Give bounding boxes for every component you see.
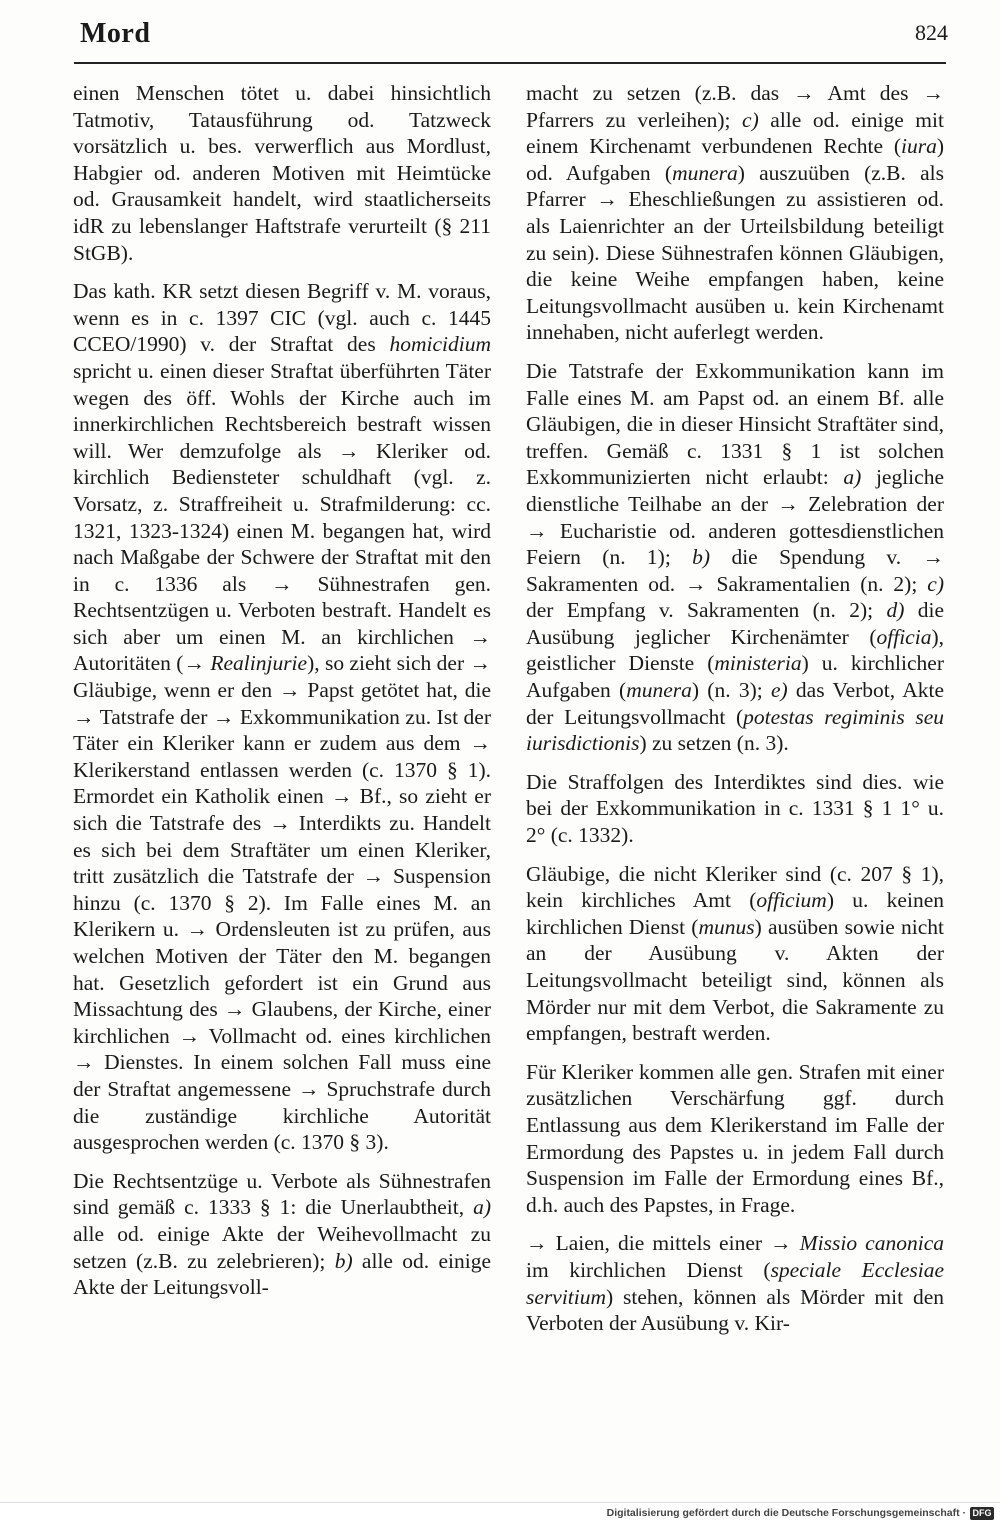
paragraph: [526, 358, 944, 757]
right-column: [526, 80, 944, 1349]
italic-term: officia: [876, 624, 932, 649]
left-column: [73, 80, 491, 1313]
italic-term: b): [692, 545, 711, 570]
italic-term: b): [334, 1248, 353, 1273]
italic-term: a): [843, 465, 862, 490]
paragraph: [526, 1059, 944, 1219]
text-run: alle od. einige Akte der Leitungsvoll-: [73, 1248, 491, 1300]
entry-title: Mord: [80, 18, 151, 49]
italic-term: officium: [756, 888, 827, 913]
text-run: ), geistlicher Dienste (: [526, 624, 944, 676]
text-run: ) (n. 3);: [691, 678, 771, 703]
text-run: Für Kleriker kommen alle gen. Strafen mit einer zusätzlichen Verschärfung ggf. durch Entlassung aus dem Klerikerstand im Falle der Ermordung des Papstes u. in jedem Fall durch Suspension im Falle der Ermordung eines Bf., d.h. auch des Papstes, in Frage.: [526, 1059, 944, 1217]
text-run: Das kath. KR setzt diesen Begriff v. M. voraus, wenn es in c. 1397 CIC (vgl. auch c. 1445 CCEO/1990) v. der Straftat des: [73, 279, 491, 357]
italic-term: speciale Ecclesiae servitium: [526, 1257, 944, 1309]
header-divider: [74, 62, 946, 64]
italic-term: c): [927, 571, 944, 596]
paragraph: [73, 80, 491, 266]
italic-term: iura: [900, 134, 937, 159]
text-run: → Laien, die mittels einer →: [526, 1231, 800, 1256]
text-run: ) zu setzen (n. 3).: [639, 731, 789, 756]
italic-term: potestas regiminis seu iurisdictionis: [526, 704, 944, 756]
paragraph: [73, 278, 491, 1156]
footer: [0, 1502, 1000, 1525]
italic-term: homicidium: [389, 332, 491, 357]
footer-credit: Digitalisierung gefördert durch die Deutsche Forschungsgemeinschaft ·: [606, 1507, 966, 1519]
text-run: ), so zieht sich der → Gläubige, wenn er den → Papst getötet hat, die → Tatstrafe der → Exkommunikation zu. Ist der Täter ein Kleriker kann er zudem aus dem → Klerikerstand entlassen werden (c. 1370 § 1). Ermordet ein Katholik einen → Bf., so zieht er sich die Tatstrafe des → Interdikts zu. Handelt es sich bei dem Straftäter um einen Kleriker, tritt zusätzlich die Tatstrafe der → Suspension hinzu (c. 1370 § 2). Im Falle eines M. an Klerikern u. → Ordensleuten ist zu prüfen, aus welchen Motiven der Täter den M. begangen hat. Gesetzlich gefordert ist ein Grund aus Missachtung des → Glaubens, der Kirche, einer kirchlichen → Vollmacht od. eines kirchlichen → Dienstes. In einem solchen Fall muss eine der Straftat angemessene → Spruchstrafe durch die zuständige kirchliche Autorität ausgesprochen werden (c. 1370 § 3).: [73, 651, 491, 1155]
text-run: ) u. kirchlicher Aufgaben (: [526, 651, 944, 703]
text-run: alle od. einige mit einem Kirchenamt verbundenen Rechte (: [526, 107, 944, 159]
text-run: einen Menschen tötet u. dabei hinsichtlich Tatmotiv, Tatausführung od. Tatzweck vorsätzlich u. bes. verwerflich aus Mordlust, Habgier od. anderen Motiven mit Heimtücke od. Grausamkeit handelt, wird staatlicherseits idR zu lebenslanger Haftstrafe verurteilt (§ 211 StGB).: [73, 81, 491, 265]
paragraph: [526, 1230, 944, 1336]
text-run: Die Tatstrafe der Exkommunikation kann im Falle eines M. am Papst od. an einem Bf. alle Gläubigen, die in dieser Hinsicht Straftäter sind, treffen. Gemäß c. 1331 § 1 ist solchen Exkommunizierten nicht erlaubt:: [526, 358, 944, 490]
italic-term: Missio canonica: [799, 1231, 944, 1256]
italic-term: ministeria: [714, 651, 802, 676]
italic-term: munera: [672, 160, 738, 185]
paragraph: [73, 1168, 491, 1301]
italic-term: munus: [698, 914, 755, 939]
italic-term: a): [473, 1195, 491, 1220]
text-run: im kirchlichen Dienst (: [526, 1257, 771, 1282]
text-run: Die Rechtsentzüge u. Verbote als Sühnestrafen sind gemäß c. 1333 § 1: die Unerlaubtheit,: [73, 1168, 491, 1220]
text-run: die Spendung v. → Sakramenten od. → Sakramentalien (n. 2);: [526, 545, 945, 596]
text-run: ) u. keinen kirchlichen Dienst (: [526, 888, 944, 939]
paragraph: [526, 861, 944, 1047]
text-run: jegliche dienstliche Teilhabe an der → Zelebration der → Eucharistie od. anderen gottesdienstlichen Feiern (n. 1);: [526, 465, 944, 570]
page-number: 824: [915, 20, 948, 45]
text-run: macht zu setzen (z.B. das → Amt des → Pfarrers zu verleihen);: [526, 81, 944, 132]
text-run: ) auszuüben (z.B. als Pfarrer → Eheschließungen zu assistieren od. als Laienrichter an der Urteilsbildung beteiligt zu sein). Diese Sühnestrafen können Gläubigen, die keine Weihe empfangen haben, keine Leitungsvollmacht ausüben u. kein Kirchenamt innehaben, nicht auferlegt werden.: [526, 160, 944, 345]
text-run: Gläubige, die nicht Kleriker sind (c. 207 § 1), kein kirchliches Amt (: [526, 861, 944, 913]
dfg-logo-icon: DFG: [970, 1507, 994, 1520]
italic-term: Realinjurie: [210, 651, 308, 676]
text-run: Die Straffolgen des Interdiktes sind dies. wie bei der Exkommunikation in c. 1331 § 1 1° u. 2° (c. 1332).: [526, 769, 944, 848]
text-run: das Verbot, Akte der Leitungsvollmacht (: [526, 678, 945, 729]
italic-term: munera: [626, 678, 692, 703]
text-run: die Ausübung jeglicher Kirchenämter (: [526, 598, 944, 649]
text-run: der Empfang v. Sakramenten (n. 2);: [526, 598, 887, 623]
italic-term: e): [770, 678, 788, 703]
text-run: ) od. Aufgaben (: [526, 134, 944, 185]
italic-term: d): [886, 598, 905, 623]
paragraph: [526, 80, 944, 346]
text-run: ) stehen, können als Mörder mit den Verboten der Ausübung v. Kir-: [526, 1284, 944, 1336]
text-run: spricht u. einen dieser Straftat überführten Täter wegen des öff. Wohls der Kirche auch im innerkirchlichen Rechtsbereich bestraft wissen will. Wer demzufolge als → Kleriker od. kirchlich Bediensteter schuldhaft (vgl. z. Vorsatz, z. Straffreiheit u. Strafmilderung: cc. 1321, 1323-1324) einen M. begangen hat, wird nach Maßgabe der Schwere der Straftat mit den in c. 1336 als → Sühnestrafen gen. Rechtsentzügen u. Verboten bestraft. Handelt es sich aber um einen M. an kirchlichen → Autoritäten (→: [73, 358, 491, 676]
paragraph: [526, 769, 944, 849]
text-run: alle od. einige Akte der Weihevollmacht zu setzen (z.B. zu zelebrieren);: [73, 1221, 491, 1273]
italic-term: c): [742, 107, 759, 132]
text-run: ) ausüben sowie nicht an der Ausübung v. Akten der Leitungsvollmacht beteiligt sind, können als Mörder nur mit dem Verbot, die Sakramente zu empfangen, bestraft werden.: [526, 914, 944, 1046]
